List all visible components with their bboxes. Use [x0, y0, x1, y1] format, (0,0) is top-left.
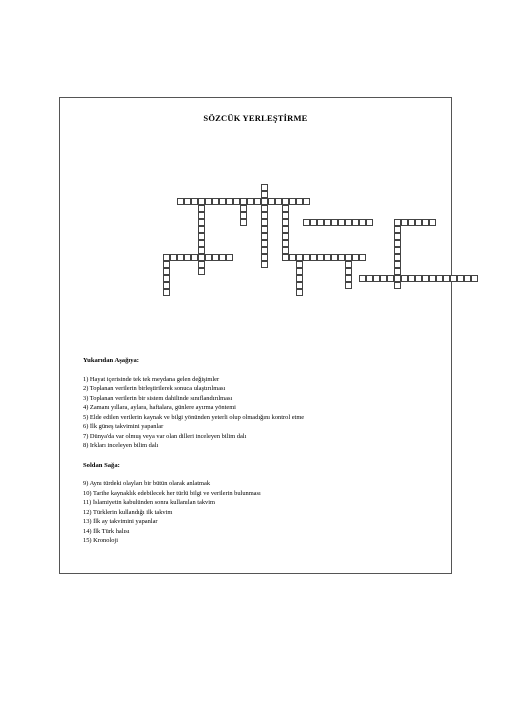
- crossword-cell[interactable]: [282, 247, 289, 254]
- crossword-cell[interactable]: [198, 247, 205, 254]
- crossword-cell[interactable]: [338, 254, 345, 261]
- crossword-cell[interactable]: [345, 282, 352, 289]
- crossword-cell[interactable]: [212, 254, 219, 261]
- crossword-cell[interactable]: [352, 254, 359, 261]
- crossword-cell[interactable]: [191, 254, 198, 261]
- worksheet-title: SÖZCÜK YERLEŞTİRME: [203, 113, 308, 123]
- crossword-cell[interactable]: [317, 219, 324, 226]
- crossword-cell[interactable]: [394, 254, 401, 261]
- crossword-cell[interactable]: [177, 198, 184, 205]
- crossword-cell[interactable]: [268, 198, 275, 205]
- crossword-cell[interactable]: [471, 275, 478, 282]
- crossword-cell[interactable]: [289, 254, 296, 261]
- crossword-cell[interactable]: [198, 240, 205, 247]
- crossword-cell[interactable]: [408, 219, 415, 226]
- crossword-cell[interactable]: [401, 275, 408, 282]
- crossword-cell[interactable]: [296, 254, 303, 261]
- crossword-cell[interactable]: [261, 254, 268, 261]
- crossword-cell[interactable]: [282, 205, 289, 212]
- crossword-cell[interactable]: [345, 261, 352, 268]
- crossword-cell[interactable]: [261, 247, 268, 254]
- crossword-cell[interactable]: [338, 219, 345, 226]
- crossword-cell[interactable]: [170, 254, 177, 261]
- crossword-cell[interactable]: [177, 254, 184, 261]
- across-clue-11: 11) İslamiyetin kabulünden sonra kullanılan takvim: [83, 499, 215, 506]
- crossword-cell[interactable]: [331, 219, 338, 226]
- crossword-cell[interactable]: [254, 198, 261, 205]
- crossword-cell[interactable]: [240, 219, 247, 226]
- crossword-cell[interactable]: [184, 254, 191, 261]
- crossword-cell[interactable]: [163, 268, 170, 275]
- crossword-cell[interactable]: [289, 198, 296, 205]
- crossword-cell[interactable]: [345, 254, 352, 261]
- crossword-cell[interactable]: [198, 212, 205, 219]
- crossword-cell[interactable]: [401, 219, 408, 226]
- crossword-cell[interactable]: [394, 226, 401, 233]
- down-heading: Yukarıdan Aşağıya:: [83, 357, 140, 364]
- crossword-cell[interactable]: [240, 198, 247, 205]
- crossword-cell[interactable]: [303, 198, 310, 205]
- crossword-cell[interactable]: [282, 233, 289, 240]
- across-heading: Soldan Sağa:: [83, 461, 120, 469]
- crossword-cell[interactable]: [345, 219, 352, 226]
- crossword-cell[interactable]: [205, 198, 212, 205]
- worksheet-frame: [59, 97, 452, 574]
- clues-section: [83, 356, 433, 546]
- crossword-cell[interactable]: [345, 268, 352, 275]
- crossword-cell[interactable]: [422, 275, 429, 282]
- crossword-cell[interactable]: [408, 275, 415, 282]
- down-clue-3: 3) Toplanan verilerin bir sistem dahilinde sınıflandırılması: [83, 394, 233, 402]
- across-clue-list: [83, 479, 433, 546]
- crossword-cell[interactable]: [282, 254, 289, 261]
- crossword-cell[interactable]: [366, 275, 373, 282]
- crossword-cell[interactable]: [191, 198, 198, 205]
- crossword-cell[interactable]: [324, 219, 331, 226]
- crossword-cell[interactable]: [261, 240, 268, 247]
- crossword-cell[interactable]: [310, 254, 317, 261]
- crossword-cell[interactable]: [198, 268, 205, 275]
- crossword-cell[interactable]: [261, 205, 268, 212]
- down-clue-6: 6) İlk güneş takvimini yapanlar: [83, 423, 164, 430]
- crossword-cell[interactable]: [310, 219, 317, 226]
- crossword-cell[interactable]: [359, 254, 366, 261]
- across-clue-12: 12) Türklerin kullandığı ilk takvim: [83, 508, 173, 516]
- crossword-cell[interactable]: [464, 275, 471, 282]
- crossword-cell[interactable]: [296, 275, 303, 282]
- crossword-cell[interactable]: [163, 254, 170, 261]
- crossword-cell[interactable]: [373, 275, 380, 282]
- crossword-cell[interactable]: [296, 282, 303, 289]
- crossword-cell[interactable]: [415, 275, 422, 282]
- crossword-cell[interactable]: [198, 233, 205, 240]
- crossword-cell[interactable]: [261, 198, 268, 205]
- crossword-cell[interactable]: [205, 254, 212, 261]
- crossword-cell[interactable]: [394, 275, 401, 282]
- crossword-grid: [60, 98, 453, 318]
- crossword-cell[interactable]: [282, 240, 289, 247]
- crossword-cell[interactable]: [296, 289, 303, 296]
- across-clue-10: 10) Tarihe kaynaklık edebilecek her türlü bilgi ve verilerin bulunması: [83, 489, 261, 497]
- crossword-cell[interactable]: [226, 254, 233, 261]
- crossword-cell[interactable]: [387, 275, 394, 282]
- crossword-cell[interactable]: [394, 233, 401, 240]
- crossword-cell[interactable]: [163, 282, 170, 289]
- crossword-cell[interactable]: [198, 226, 205, 233]
- crossword-cell[interactable]: [226, 198, 233, 205]
- crossword-cell[interactable]: [450, 275, 457, 282]
- across-clue-15: 15) Kronoloji: [83, 537, 118, 544]
- crossword-cell[interactable]: [247, 198, 254, 205]
- crossword-cell[interactable]: [345, 275, 352, 282]
- crossword-cell[interactable]: [240, 212, 247, 219]
- crossword-cell[interactable]: [331, 254, 338, 261]
- crossword-cell[interactable]: [415, 219, 422, 226]
- crossword-cell[interactable]: [261, 261, 268, 268]
- crossword-cell[interactable]: [261, 212, 268, 219]
- crossword-cell[interactable]: [212, 198, 219, 205]
- crossword-cell[interactable]: [359, 219, 366, 226]
- crossword-cell[interactable]: [198, 261, 205, 268]
- crossword-cell[interactable]: [198, 205, 205, 212]
- crossword-cell[interactable]: [303, 219, 310, 226]
- crossword-cell[interactable]: [282, 219, 289, 226]
- down-clue-7: 7) Dünya'da var olmuş veya var olan dilleri inceleyen bilim dalı: [83, 432, 247, 440]
- down-clue-5: 5) Elde edilen verilerin kaynak ve bilgi yönünden yeterli olup olmadığını kontrol etme: [83, 413, 305, 421]
- down-clue-4: 4) Zamanı yıllara, aylara, haftalara, günlere ayırma yöntemi: [83, 404, 236, 411]
- crossword-cell[interactable]: [261, 226, 268, 233]
- crossword-cell[interactable]: [352, 219, 359, 226]
- crossword-cell[interactable]: [282, 198, 289, 205]
- crossword-cell[interactable]: [163, 275, 170, 282]
- crossword-cell[interactable]: [282, 226, 289, 233]
- crossword-cell[interactable]: [261, 233, 268, 240]
- crossword-cell[interactable]: [394, 282, 401, 289]
- crossword-cell[interactable]: [184, 198, 191, 205]
- crossword-cell[interactable]: [219, 198, 226, 205]
- crossword-cell[interactable]: [198, 219, 205, 226]
- crossword-cell[interactable]: [443, 275, 450, 282]
- crossword-cell[interactable]: [240, 205, 247, 212]
- crossword-cell[interactable]: [163, 289, 170, 296]
- crossword-cell[interactable]: [429, 275, 436, 282]
- crossword-cell[interactable]: [198, 198, 205, 205]
- crossword-cell[interactable]: [394, 219, 401, 226]
- crossword-cell[interactable]: [261, 191, 268, 198]
- crossword-cell[interactable]: [233, 198, 240, 205]
- crossword-cell[interactable]: [275, 198, 282, 205]
- crossword-cell[interactable]: [394, 240, 401, 247]
- crossword-cell[interactable]: [317, 254, 324, 261]
- across-clue-13: 13) İlk ay takvimini yapanlar: [83, 518, 158, 525]
- crossword-cell[interactable]: [296, 198, 303, 205]
- crossword-cell[interactable]: [198, 254, 205, 261]
- crossword-cell[interactable]: [422, 219, 429, 226]
- crossword-cell[interactable]: [219, 254, 226, 261]
- down-clue-8: 8) Irkları inceleyen bilim dalı: [83, 442, 159, 449]
- crossword-cell[interactable]: [282, 212, 289, 219]
- down-clue-1: 1) Hayat içerisinde tek tek meydana gelen değişimler: [83, 375, 220, 383]
- crossword-cell[interactable]: [261, 219, 268, 226]
- down-clue-2: 2) Toplanan verilerin birleştirilerek sonuca ulaştırılması: [83, 385, 226, 392]
- crossword-cell[interactable]: [394, 261, 401, 268]
- down-clue-list: [83, 375, 433, 451]
- crossword-cell[interactable]: [394, 268, 401, 275]
- crossword-cell[interactable]: [296, 268, 303, 275]
- crossword-cell[interactable]: [359, 275, 366, 282]
- crossword-cell[interactable]: [261, 184, 268, 191]
- crossword-cell[interactable]: [457, 275, 464, 282]
- crossword-cell[interactable]: [436, 275, 443, 282]
- crossword-cell[interactable]: [296, 261, 303, 268]
- across-clue-14: 14) İlk Türk halısı: [83, 527, 130, 535]
- crossword-cell[interactable]: [324, 254, 331, 261]
- across-clue-9: 9) Aynı türdeki olayları bir bütün olarak anlatmak: [83, 480, 211, 487]
- crossword-cell[interactable]: [163, 261, 170, 268]
- crossword-cell[interactable]: [394, 247, 401, 254]
- crossword-cell[interactable]: [380, 275, 387, 282]
- crossword-cell[interactable]: [429, 219, 436, 226]
- crossword-cell[interactable]: [366, 219, 373, 226]
- crossword-cell[interactable]: [303, 254, 310, 261]
